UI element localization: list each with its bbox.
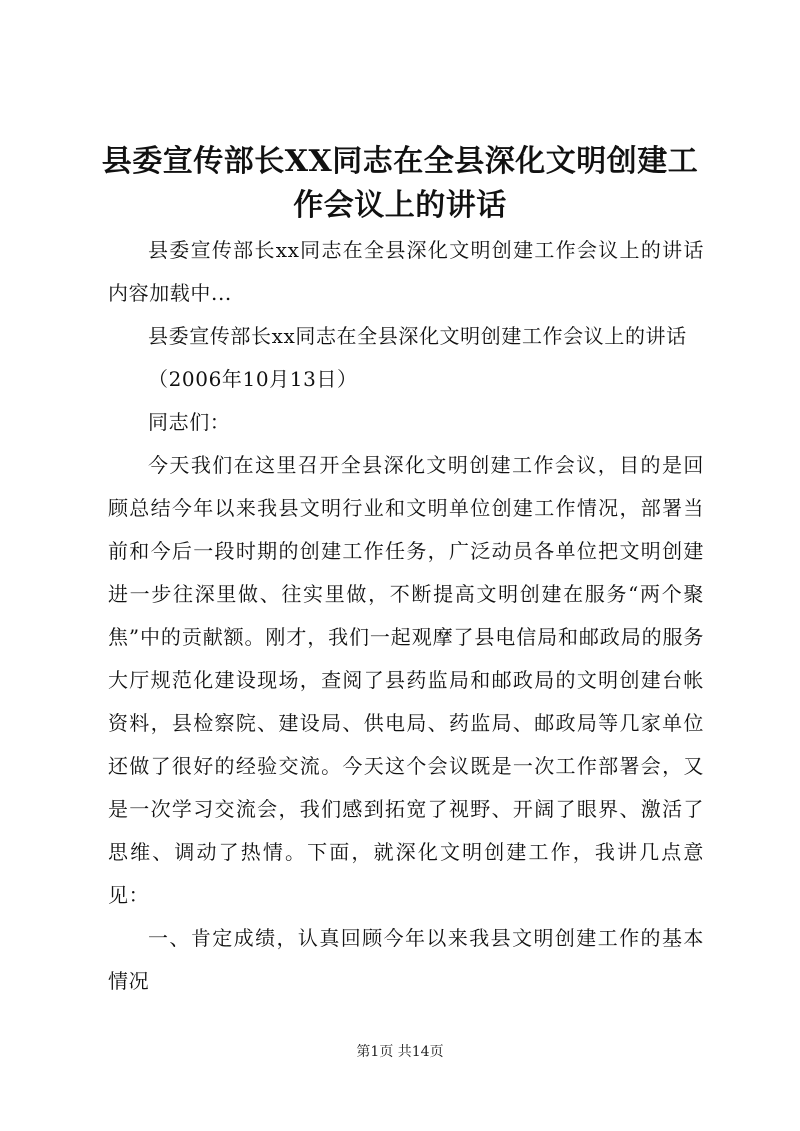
document-body — [108, 229, 704, 1003]
title-line-1: 县委宣传部长XX同志在全县深化文明创建工 — [101, 144, 699, 179]
speech-heading-paragraph: 县委宣传部长xx同志在全县深化文明创建工作会议上的讲话 — [148, 324, 687, 348]
intro-paragraph: 县委宣传部长xx同志在全县深化文明创建工作会议上的讲话内容加载中... — [108, 238, 704, 305]
section-heading-paragraph: 一、肯定成绩，认真回顾今年以来我县文明创建工作的基本情况 — [108, 926, 704, 993]
opening-paragraph: 今天我们在这里召开全县深化文明创建工作会议，目的是回顾总结今年以来我县文明行业和文明单位创建工作情况，部署当前和今后一段时期的创建工作任务，广泛动员各单位把文明创建进一步往深里做、往实里做，不断提高文明创建在服务“两个聚焦”中的贡献额。刚才，我们一起观摩了县电信局和邮政局的服务大厅规范化建设现场，查阅了县药监局和邮政局的文明创建台帐资料，县检察院、建设局、供电局、药监局、邮政局等几家单位还做了很好的经验交流。今天这个会议既是一次工作部署会，又是一次学习交流会，我们感到拓宽了视野、开阔了眼界、激活了思维、调动了热情。下面，就深化文明创建工作，我讲几点意见： — [108, 453, 704, 907]
page-footer: 第1页 共14页 — [356, 1044, 444, 1060]
title-line-2: 作会议上的讲话 — [293, 188, 507, 223]
document-title — [100, 140, 700, 228]
date-paragraph: （2006年10月13日） — [148, 367, 358, 391]
salutation-paragraph: 同志们： — [148, 410, 231, 434]
